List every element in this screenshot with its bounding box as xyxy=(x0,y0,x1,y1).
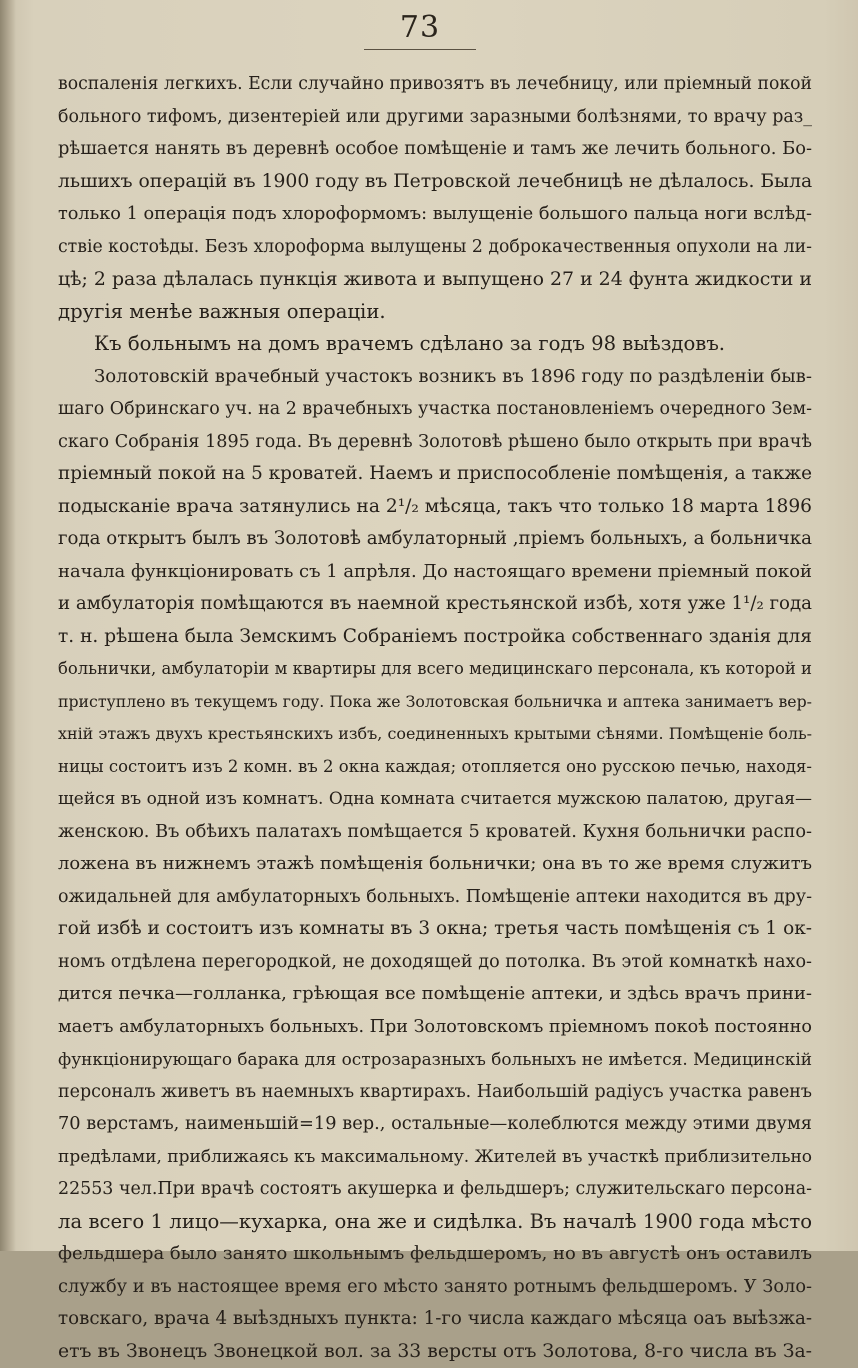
text-line: хній этажъ двухъ крестьянскихъ избъ, соединенныхъ крытыми сѣнями. Помѣщеніе боль- xyxy=(58,718,812,751)
text-line: ницы состоитъ изъ 2 комн. въ 2 окна каждая; отопляется оно русскою печью, находя- xyxy=(58,751,812,784)
text-line: женскою. Въ обѣихъ палатахъ помѣщается 5 кроватей. Кухня больнички распо- xyxy=(58,816,812,849)
text-line: пріемный покой на 5 кроватей. Наемъ и приспособленіе помѣщенія, а также xyxy=(58,458,812,491)
text-line: етъ въ Звонецъ Звонецкой вол. за 33 версты отъ Золотова, 8-го числа въ За- xyxy=(58,1336,812,1368)
text-line: 22553 чел.При врачѣ состоятъ акушерка и фельдшеръ; служительскаго персона- xyxy=(58,1173,812,1206)
text-line: скаго Собранія 1895 года. Въ деревнѣ Золотовѣ рѣшено было открыть при врачѣ xyxy=(58,426,812,459)
text-line: щейся въ одной изъ комнатъ. Одна комната считается мужскою палатою, другая— xyxy=(58,783,812,816)
text-line: товскаго, врача 4 выѣздныхъ пункта: 1-го числа каждаго мѣсяца оаъ выѣзжа- xyxy=(58,1303,812,1336)
text-line: дится печка—голланка, грѣющая все помѣщеніе аптеки, и здѣсь врачъ прини- xyxy=(58,978,812,1011)
text-line: только 1 операція подъ хлороформомъ: вылущеніе большого пальца ноги вслѣд- xyxy=(58,198,812,231)
text-line: другія менѣе важныя операціи. xyxy=(58,296,812,329)
text-line: гой избѣ и состоитъ изъ комнаты въ 3 окна; третья часть помѣщенія съ 1 ок- xyxy=(58,913,812,946)
text-line: льшихъ операцій въ 1900 году въ Петровской лечебницѣ не дѣлалось. Была xyxy=(58,166,812,199)
text-line: фельдшера было занято школьнымъ фельдшеромъ, но въ августѣ онъ оставилъ xyxy=(58,1238,812,1271)
text-line: рѣшается нанять въ деревнѣ особое помѣщеніе и тамъ же лечить больного. Бо- xyxy=(58,133,812,166)
text-line: ствіе костоѣды. Безъ хлороформа вылущены 2 доброкачественныя опухоли на ли- xyxy=(58,231,812,264)
text-line: предѣлами, приближаясь къ максимальному. Жителей въ участкѣ приблизительно xyxy=(58,1141,812,1174)
text-line: и амбулаторія помѣщаются въ наемной крестьянской избѣ, хотя уже 1¹/₂ года xyxy=(58,588,812,621)
text-line: персоналъ живетъ въ наемныхъ квартирахъ. Наибольшій радіусъ участка равенъ xyxy=(58,1076,812,1109)
text-line: года открытъ былъ въ Золотовѣ амбулаторный ,пріемъ больныхъ, а больничка xyxy=(58,523,812,556)
text-line: функціонирующаго барака для острозаразныхъ больныхъ не имѣется. Медицинскій xyxy=(58,1043,812,1076)
binding-edge xyxy=(0,0,16,1251)
text-line: Золотовскій врачебный участокъ возникъ въ 1896 году по раздѣленіи быв- xyxy=(58,361,812,394)
text-line: воспаленія легкихъ. Если случайно привозятъ въ лечебницу, или пріемный покой xyxy=(58,68,812,101)
text-line: ла всего 1 лицо—кухарка, она же и сидѣлка. Въ началѣ 1900 года мѣсто xyxy=(58,1206,812,1239)
text-line: больного тифомъ, дизентеріей или другими заразными болѣзнями, то врачу раз_ xyxy=(58,101,812,134)
text-line: цѣ; 2 раза дѣлалась пункція живота и выпущено 27 и 24 фунта жидкости и xyxy=(58,263,812,296)
text-line: службу и въ настоящее время его мѣсто занято ротнымъ фельдшеромъ. У Золо- xyxy=(58,1271,812,1304)
page-number-rule xyxy=(364,49,476,50)
text-line: начала функціонировать съ 1 апрѣля. До настоящаго времени пріемный покой xyxy=(58,556,812,589)
text-line: т. н. рѣшена была Земскимъ Собраніемъ постройка собственнаго зданія для xyxy=(58,621,812,654)
text-line: ожидальней для амбулаторныхъ больныхъ. Помѣщеніе аптеки находится въ дру- xyxy=(58,881,812,914)
body-text xyxy=(58,68,812,1368)
page-number: 73 xyxy=(360,10,480,45)
text-line: Къ больнымъ на домъ врачемъ сдѣлано за годъ 98 выѣздовъ. xyxy=(58,328,812,361)
text-line: больнички, амбулаторіи м квартиры для всего медицинскаго персонала, къ которой и xyxy=(58,653,812,686)
text-line: приступлено въ текущемъ году. Пока же Золотовская больничка и аптека занимаетъ вер- xyxy=(58,686,812,719)
text-line: ложена въ нижнемъ этажѣ помѣщенія больнички; она въ то же время служитъ xyxy=(58,848,812,881)
text-line: маетъ амбулаторныхъ больныхъ. При Золотовскомъ пріемномъ покоѣ постоянно xyxy=(58,1011,812,1044)
text-line: номъ отдѣлена перегородкой, не доходящей до потолка. Въ этой комнаткѣ нахо- xyxy=(58,946,812,979)
text-line: 70 верстамъ, наименьшій=19 вер., остальные—колеблются между этими двумя xyxy=(58,1108,812,1141)
text-line: подысканіе врача затянулись на 2¹/₂ мѣсяца, такъ что только 18 марта 1896 xyxy=(58,491,812,524)
text-line: шаго Обринскаго уч. на 2 врачебныхъ участка постановленіемъ очередного Зем- xyxy=(58,393,812,426)
